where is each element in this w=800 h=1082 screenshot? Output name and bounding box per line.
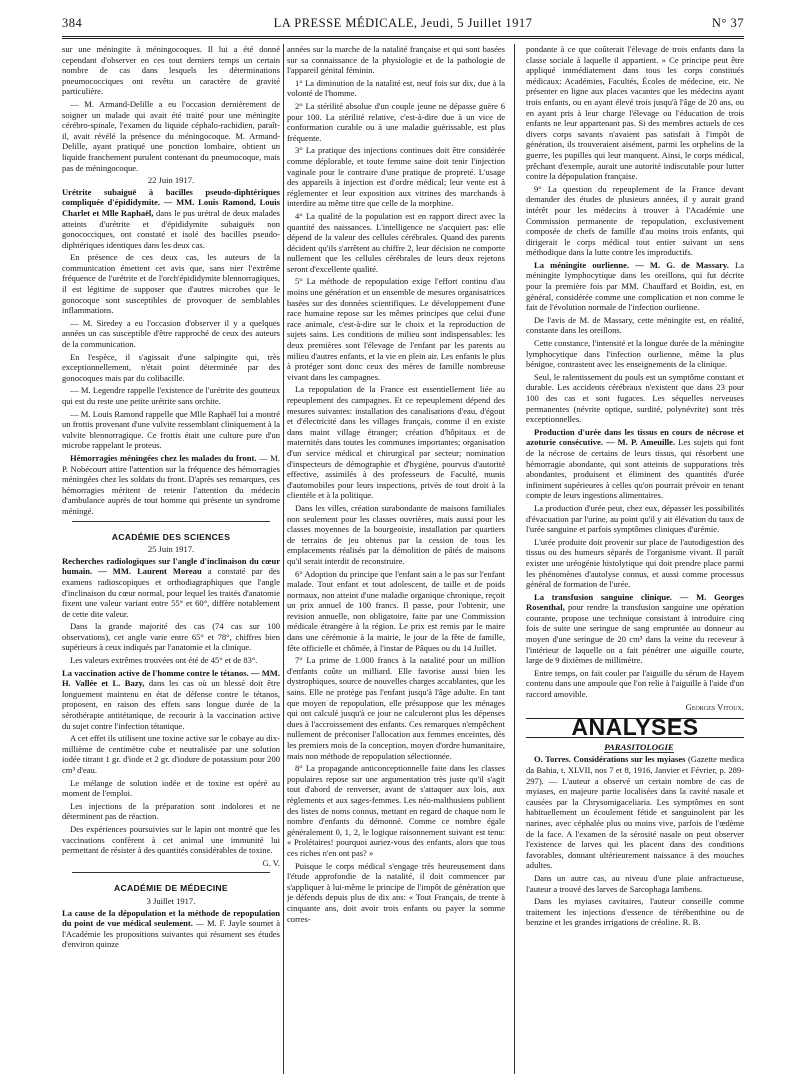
paragraph-text: Des expériences poursuivies sur le lapin ont montré que les vaccinations confèrent à cet animal une immunité lui permettant de résister à des quantités considérables de toxine.: [62, 823, 280, 856]
paragraph-text: — M. Legendre rappelle l'existence de l'urétrite des goutteux qui est du reste une petite urétrite sans orchite.: [62, 385, 280, 406]
paragraph-text: Dans les villes, création surabondante de maisons familiales non seulement pour les classes ouvrières, mais aussi pour les classes moyennes de la bourgeoisie, installation par quartiers de terrains de jeu obtenus par la cession de tous les emplacements réalisés par la démolition de pâtés de maisons qu'il serait interdit de reconstruire.: [287, 502, 505, 566]
paragraph-title: O. Torres. Considérations sur les myiases: [534, 754, 686, 765]
paragraph: [526, 537, 744, 590]
paragraph-title: La transfusion sanguine clinique. — M. Georges Rosenthal,: [526, 591, 744, 613]
paragraph-text: Cette constance, l'intensité et la longue durée de la méningite lymphocytique dans l'infection ourlienne, même la plus bénigne, contrastent avec les enseignements de la clinique.: [526, 338, 744, 370]
paragraph-text: Dans la grande majorité des cas (74 cas sur 100 observations), cet angle varie entre 65° et 78°, chiffres bien supérieurs à ceux indiqués par l'anatomie et la clinique.: [62, 621, 280, 653]
paragraph-title: La vaccination active de l'homme contre le tétanos. — MM. H. Vallée et L. Bazy,: [62, 667, 280, 689]
paragraph-text: — M. Siredey a eu l'occasion d'observer il y a quelques années un cas susceptible d'être rapproché de ceux des auteurs de la communication.: [62, 317, 280, 350]
paragraph-text: Dans les myiases cavitaires, l'auteur conseille comme traitement les injections d'essence de térébenthine ou de benzine et les grandes irrigations de créoline. R. B.: [526, 896, 744, 928]
session-date: 22 Juin 1917.: [147, 175, 195, 186]
paragraph-text: 3° La pratique des injections continues doit être considérée comme déplorable, et toute femme saine doit tenir l'injection vaginale pour le contraire d'une pratique de propreté. L'usage des appareils à injection est d'ordre médical; leur vente est à réglementer et leur exposition aux vitrines des marchands à interdire au même titre que celle de la morphine.: [287, 145, 505, 209]
paragraph-text: En présence de ces deux cas, les auteurs de la communication émettent cet avis que, sans nier l'extrême fréquence de l'urétrite et de l'orch'épididymite blennorragiques, il est légitime de supposer que d'autres microbes que le gonocoque sont susceptibles de provoquer de semblables inflammations.: [62, 252, 280, 316]
paragraph: [526, 427, 744, 501]
column-left: [62, 44, 280, 1076]
session-date: 25 Juin 1917.: [147, 544, 195, 555]
page-header: [62, 16, 744, 34]
paragraph-text: (Gazette medica da Bahia, t. XLVII, nos 7 et 8, 1916, Janvier et Février, p. 289-297). — L'auteur a observé un certain nombre de cas de myiases, en majeure partie localisées dans la cavité nasale et causées par la Chrysomigaceliaria. Les symptômes en sont habituellement un écoulement fétide et sanguinolent par les narines, avec céphalée plus ou moins vive, parfois de l'œdème de la face. A l'examen de la sérosité nasale on peut observer l'existence de larves qui les placent dans des conditions favorables, donnant ultérieurement naissance à des mouches adultes.: [526, 754, 744, 871]
paragraph-text: 5° La méthode de repopulation exige l'effort continu d'au moins une génération et un ensemble de mesures organisatrices basées sur des données scientifiques. Le développement d'une race humaine repose sur les mêmes principes que celui d'une race animale, c'est-à-dire sur le choix et la reproduction de sujets sains. Les conditions de milieu sont indispensables: les deux premières sont l'élevage de l'enfant par les parents au milieu d'autres enfants, et la vie en plein air. Les enfants le plus à protéger sont donc ceux des mères de famille nombreuse vivant dans les campagnes.: [287, 276, 505, 382]
paragraph: [62, 668, 280, 732]
paragraph-text: 9° La question du repeuplement de la France devant demander des études de plusieurs années, il y aurait grand intérêt pour les médecins à trouver à l'Académie une Commission permanente de repopulation, exclusivement composée de chefs de famille d'au moins trois enfants, qui dirigerait le corps médical tout entier suivant un sens méthodique dans la lutte contre les improductifs.: [526, 183, 744, 258]
paragraph: [526, 315, 744, 336]
paragraph: [526, 503, 744, 535]
paragraph: [526, 592, 744, 666]
paragraph-text: Le mélange de solution iodée et de toxine est opéré au moment de l'emploi.: [62, 777, 280, 799]
paragraph: [526, 754, 744, 871]
paragraph: [526, 668, 744, 700]
paragraph: [62, 733, 280, 775]
column-divider: [283, 44, 284, 1074]
author-signature: Georges Vitoux.: [685, 701, 744, 712]
paragraph: [287, 861, 505, 925]
author-signature: G. V.: [262, 857, 280, 868]
paragraph: [526, 873, 744, 894]
subsection-label: PARASITOLOGIE: [604, 741, 674, 752]
paragraph: [526, 44, 744, 182]
paragraph-text: Les valeurs extrêmes trouvées ont été de 45° et de 83°.: [70, 655, 258, 666]
paragraph-text: 4° La qualité de la population est en rapport direct avec la quantité des naissances. L'intelligence ne s'acquiert pas: elle dépend de la valeur des cellules cérébrales. Quand des parents décident qu'ils s'arrêtent au chiffre 2, leur décision ne comporte nullement que les cellules cérébrales de leurs deux rejetons seront d'excellente qualité.: [287, 210, 505, 274]
paragraph-text: — M. Armand-Delille a eu l'occasion dernièrement de soigner un malade qui avait été traité pour une méningite cérébro-spinale, l'examen du liquide céphalo-rachidien, paraît-il, avait révélé la présence du méningocoque. M. Armand-Delille, ayant pratiqué une ponction lombaire, obtient un liquide franchement purulent contenant du pneumocoque, mais pas de méningocoque.: [62, 98, 280, 173]
paragraph: [62, 385, 280, 406]
paragraph: [287, 384, 505, 501]
paragraph: [287, 78, 505, 99]
paragraph-title: Urétrite subaiguë à bacilles pseudo-diphtériques compliquée d'épididymite. — MM. Louis Ramond, Louis Charlet et Mlle Raphaël,: [62, 186, 280, 218]
issue-number: N° 37: [711, 16, 744, 30]
paragraph-title: Production d'urée dans les tissus en cours de nécrose et azoturie consécutive. — M. P. Ameuille.: [526, 426, 744, 448]
paragraph-text: La méningite lymphocytique dans les oreillons, qui fut décrite pour la première fois par MM. Chauffard et Boidin, est, en général, considérée comme une complication et non comme le fait de l'évolution normale de l'infection ourlienne.: [526, 259, 744, 313]
paragraph: [62, 409, 280, 451]
paragraph: [526, 338, 744, 370]
paragraph-title: Recherches radiologiques sur l'angle d'inclinaison du cœur humain. — MM. Laurent Moreau: [62, 555, 280, 577]
paragraph-text: 7° La prime de 1.000 francs à la natalité pour un million d'enfants coûte un milliard. Elle favorise aussi bien les dystrophiques, source de nouvelles charges accablantes, que les sains. Elle ne protège pas l'enfant jusqu'à l'âge adulte. En tant que moyen de repopulation, elle présuppose que les ménages qui ont calculé jusqu'à ce jour ne calculeront plus les dépenses dues à l'accroissement des enfants. Ces remarques n'empêchent nullement de préconiser l'allocation aux femmes enceintes, dès les premiers mois de la conception, moyen d'ordre humanitaire, mais non méthode de repopulation sélectionnée.: [287, 655, 505, 761]
paragraph-text: dans les cas où un blessé doit être longuement maintenu en état de défense contre le tétanos, proposent, en raison des effets sans longue durée de la sérothérapie antitétanique, de recourir à la vaccination active du sujet contre l'infection tétanique.: [62, 678, 280, 731]
paragraph-text: — M. P. Nobécourt attire l'attention sur la fréquence des hémorragies méningées chez les soldats du front. D'après ses remarques, ces hémorragies méritent de retenir l'attention du médecin d'ambulance auprès de tout homme qui présente un syndrome méningé.: [62, 452, 280, 516]
paragraph: [287, 145, 505, 209]
paragraph: [62, 44, 280, 97]
paragraph-text: De l'avis de M. de Massary, cette méningite est, en réalité, constante dans les oreillons.: [526, 314, 744, 336]
session-date: 3 Juillet 1917.: [146, 895, 196, 906]
paragraph: [62, 187, 280, 251]
paragraph-text: a constaté par des examens radioscopiques et orthodiagraphiques que l'angle d'inclinaison du cœur normal, pour lequel les traités d'anatomie fixent une valeur variant entre 55° et 60°, diffère notablement de cette dite valeur.: [62, 566, 280, 619]
paragraph-text: La production d'urée peut, chez eux, dépasser les possibilités d'évacuation par l'urine, au point qu'il y ait élévation du taux de l'urée sanguine et parfois symptômes cliniques d'urémie.: [526, 502, 744, 535]
paragraph-text: La repopulation de la France est essentiellement liée au repeuplement des campagnes. Et ce repeuplement dépend des mesures suivantes: installation des canalisations d'eau, d'égout et d'électricité dans les villages français, comme il en existe dans maint village étranger; création d'hôpitaux et de maternités dans toutes les communes importantes; organisation d'un service médical et chirurgical par secteur; nomination d'inspecteurs de démographie et d'hygiène, pourvus d'autorité effective, assimilés à des professeurs de Faculté, munis d'automobiles pour leurs inspections, privés de tout droit à la clientèle et à la politique.: [287, 384, 505, 501]
paragraph: [62, 801, 280, 822]
paragraph-text: — M. Louis Ramond rappelle que Mlle Raphaël lui a montré un frottis provenant d'une vulvite ressemblant cliniquement à la vulvite blennorragique. Ce frottis était une culture pure d'un microbe rappelant le proteus.: [62, 408, 280, 451]
paragraph-text: 6° Adoption du principe que l'enfant sain a le pas sur l'enfant malade. Tout enfant et tout adolescent, de taille et de poids normaux, non atteint d'une maladie organique chronique, reçoit un prix annuel de 100 francs. Il passe, pour l'obtenir, une revision annuelle, non obligatoire, faite par une Commission médicale étrangère à la région. Le prix est remis par le maire dans une cérémonie à la mairie, le jour de la fête de famille, fête officielle et chômée, à l'instar de Pâques ou du 14 Juillet.: [287, 568, 505, 653]
paragraph-text: — M. F. Jayle soumet à l'Académie les propositions suivantes qui résument ses études d'environ quinze: [62, 918, 280, 950]
paragraph: [287, 763, 505, 858]
paragraph-text: Entre temps, on fait couler par l'aiguille du sérum de Hayem contenu dans une ampoule que l'on relie à l'aiguille à l'aide d'un raccord amovible.: [526, 667, 744, 700]
paragraph: [287, 276, 505, 382]
paragraph-text: dans le pus urétral de deux malades atteints d'urétrite et d'épididymite subaiguës non gonococciques, ont constaté et isolé des bacilles pseudo-diphtériques identiques dans les deux cas.: [62, 207, 280, 250]
paragraph: [62, 621, 280, 653]
column-right: [526, 44, 744, 1076]
paragraph: [287, 655, 505, 761]
section-heading: ACADÉMIE DE MÉDECINE: [114, 883, 228, 894]
paragraph: [526, 372, 744, 425]
subsection-heading: [526, 742, 744, 753]
paragraph: [287, 569, 505, 654]
paragraph: [62, 655, 280, 666]
paragraph: [62, 352, 280, 384]
column-middle: [287, 44, 505, 1076]
paragraph-text: Seul, le ralentissement du pouls est un symptôme constant et durable. Les accidents cérébraux n'existent que dans 23 pour 100 des cas et sont fugaces. Les séquelles nerveuses permanentes (névrite optique, surdité, polynévrite) sont très exceptionnelles.: [526, 371, 744, 425]
paragraph-text: pondante à ce que coûterait l'élevage de trois enfants dans la classe sociale à laquelle il appartient. » Ce principe peut être appliqué immédiatement dans tous les corps constitués médicaux: Académies, Facultés, Écoles de médecine, etc. Ne présenter en ligne aux places vacantes que les médecins ayant trois enfants, ou en ayant élevé trois jusqu'à l'âge de 20 ans, ou en ayant pris à leur charge l'élevage ou l'éducation de trois enfants ne leur appartenant pas. Si des membres actuels de ces divers corps savants n'avaient pas satisfait à l'impôt de génération, ils trouveraient aisément, parmi les orphelins de la guerre, les pupilles qui leur manquent. Ainsi, le corps médical, prêchant d'exemple, aurait une autorité indiscutable pour lutter contre la dépopulation française.: [526, 44, 744, 182]
paragraph-text: Dans un autre cas, au niveau d'une plaie anfractueuse, l'auteur a trouvé des larves de Sarcophaga lambens.: [526, 872, 744, 894]
paragraph-text: Puisque le corps médical s'engage très heureusement dans l'étude approfondie de la natalité, il doit commencer par s'appliquer à lui-même le principe de l'impôt de génération que je défends depuis plus de dix ans: « Tout Français, de trente à cinquante ans, doit avoir trois enfants ou payer la somme corres-: [287, 860, 505, 924]
paragraph: [62, 908, 280, 950]
paragraph-text: L'urée produite doit provenir sur place de l'autodigestion des tissus ou des humeurs séparés de l'organisme vivant. Il paraît exister une uréogénie histolytique qui doit prendre place parmi les phénomènes d'autolyse connus, et aussi comme processus général de formation de l'urée.: [526, 536, 744, 590]
paragraph-text: pour rendre la transfusion sanguine une opération courante, propose une technique consistant à introduire cinq fois de suite une seringue de sang empruntée au donneur au moyen d'une seringue de 20 cm³ dans la veine du receveur à l'intérieur de laquelle on a fait pénétrer une aiguille courte, large de 9 dixièmes de millimètre.: [526, 602, 744, 666]
paragraph-title: La méningite ourlienne. — M. G. de Massary.: [534, 259, 729, 270]
paragraph: [62, 99, 280, 173]
paragraph: [526, 896, 744, 928]
paragraph: [287, 503, 505, 567]
page-number: 384: [62, 16, 83, 30]
paragraph: [62, 556, 280, 620]
paragraph-text: 1° La diminution de la natalité est, neuf fois sur dix, due à la volonté de l'homme.: [287, 77, 505, 99]
paragraph-text: Les sujets qui font de la nécrose de certains de leurs tissus, qui résorbent une hémorragie abondante, qui sont atteints de suppurations très abondantes, produisent et éliminent des quantités d'urée infiniment supérieures à celles qu'on pourrait prévoir en tenant compte de leurs ingestions alimentaires.: [526, 437, 744, 501]
journal-title: LA PRESSE MÉDICALE, Jeudi, 5 Juillet 1917: [273, 16, 533, 30]
paragraph: [287, 211, 505, 275]
paragraph-text: En l'espèce, il s'agissait d'une salpingite qui, très exceptionnellement, n'était point déterminée par des gonocoques mais par du colibacille.: [62, 351, 280, 383]
paragraph: [287, 101, 505, 143]
paragraph: [526, 184, 744, 258]
paragraph-text: sur une méningite à méningocoques. Il lui a été donné cependant d'observer en ces tout derniers temps un certain nombre de cas dans lesquels les déterminations pneumococciques ont revêtu un caractère de gravité particulière.: [62, 44, 280, 97]
header-rule: [62, 36, 744, 39]
paragraph-title: Hémorragies méningées chez les malades du front.: [70, 452, 257, 463]
paragraph-text: Les injections de la préparation sont indolores et ne déterminent pas de réaction.: [62, 800, 280, 822]
paragraph: [62, 824, 280, 856]
paragraph: [62, 252, 280, 316]
paragraph: [62, 318, 280, 350]
analyses-heading: ANALYSES: [526, 718, 744, 738]
paragraph-text: 2° La stérilité absolue d'un couple jeune ne dépasse guère 6 pour 100. La stérilité relative, c'est-à-dire due à un vice de conformation curable ou à une maladie guérissable, est plus fréquente.: [287, 100, 505, 143]
section-rule: [72, 872, 270, 873]
section-heading: ACADÉMIE DES SCIENCES: [111, 531, 231, 542]
column-divider: [514, 44, 515, 1074]
paragraph-text: années sur la marche de la natalité française et qui sont basées sur sa connaissance de la physiologie et de la pathologie de l'appareil génital féminin.: [287, 44, 505, 76]
paragraph: [526, 260, 744, 313]
paragraph-text: 8° La propagande anticonceptionnelle faite dans les classes populaires repose sur une argumentation très juste qu'il s'agit tout d'abord de renverser, avant de s'attaquer aux lois, aux règlements et aux sages-femmes. Les néo-malthusiens publient des listes de noms connus, mettant en regard de chaque nom le nombre d'enfants du démonné. Comme ce nombre égale généralement 0, 1, 2, le logique raisonnement suivant est tenu: « Prolétaires! pourquoi auriez-vous des enfants, alors que tous ces riches n'en ont pas? »: [287, 763, 505, 858]
paragraph: [62, 778, 280, 799]
paragraph: [287, 44, 505, 76]
section-rule: [72, 521, 270, 522]
paragraph-title: La cause de la dépopulation et la méthode de repopulation du point de vue médical seulement.: [62, 907, 280, 929]
paragraph-text: A cet effet ils utilisent une toxine active sur le cobaye au dix-millième de centimètre cube et neutralisée par une solution iodée titrant 1 gr. d'iode et 2 gr. d'iodure de potassium pour 200 cm³ d'eau.: [62, 733, 280, 775]
paragraph: [62, 453, 280, 517]
